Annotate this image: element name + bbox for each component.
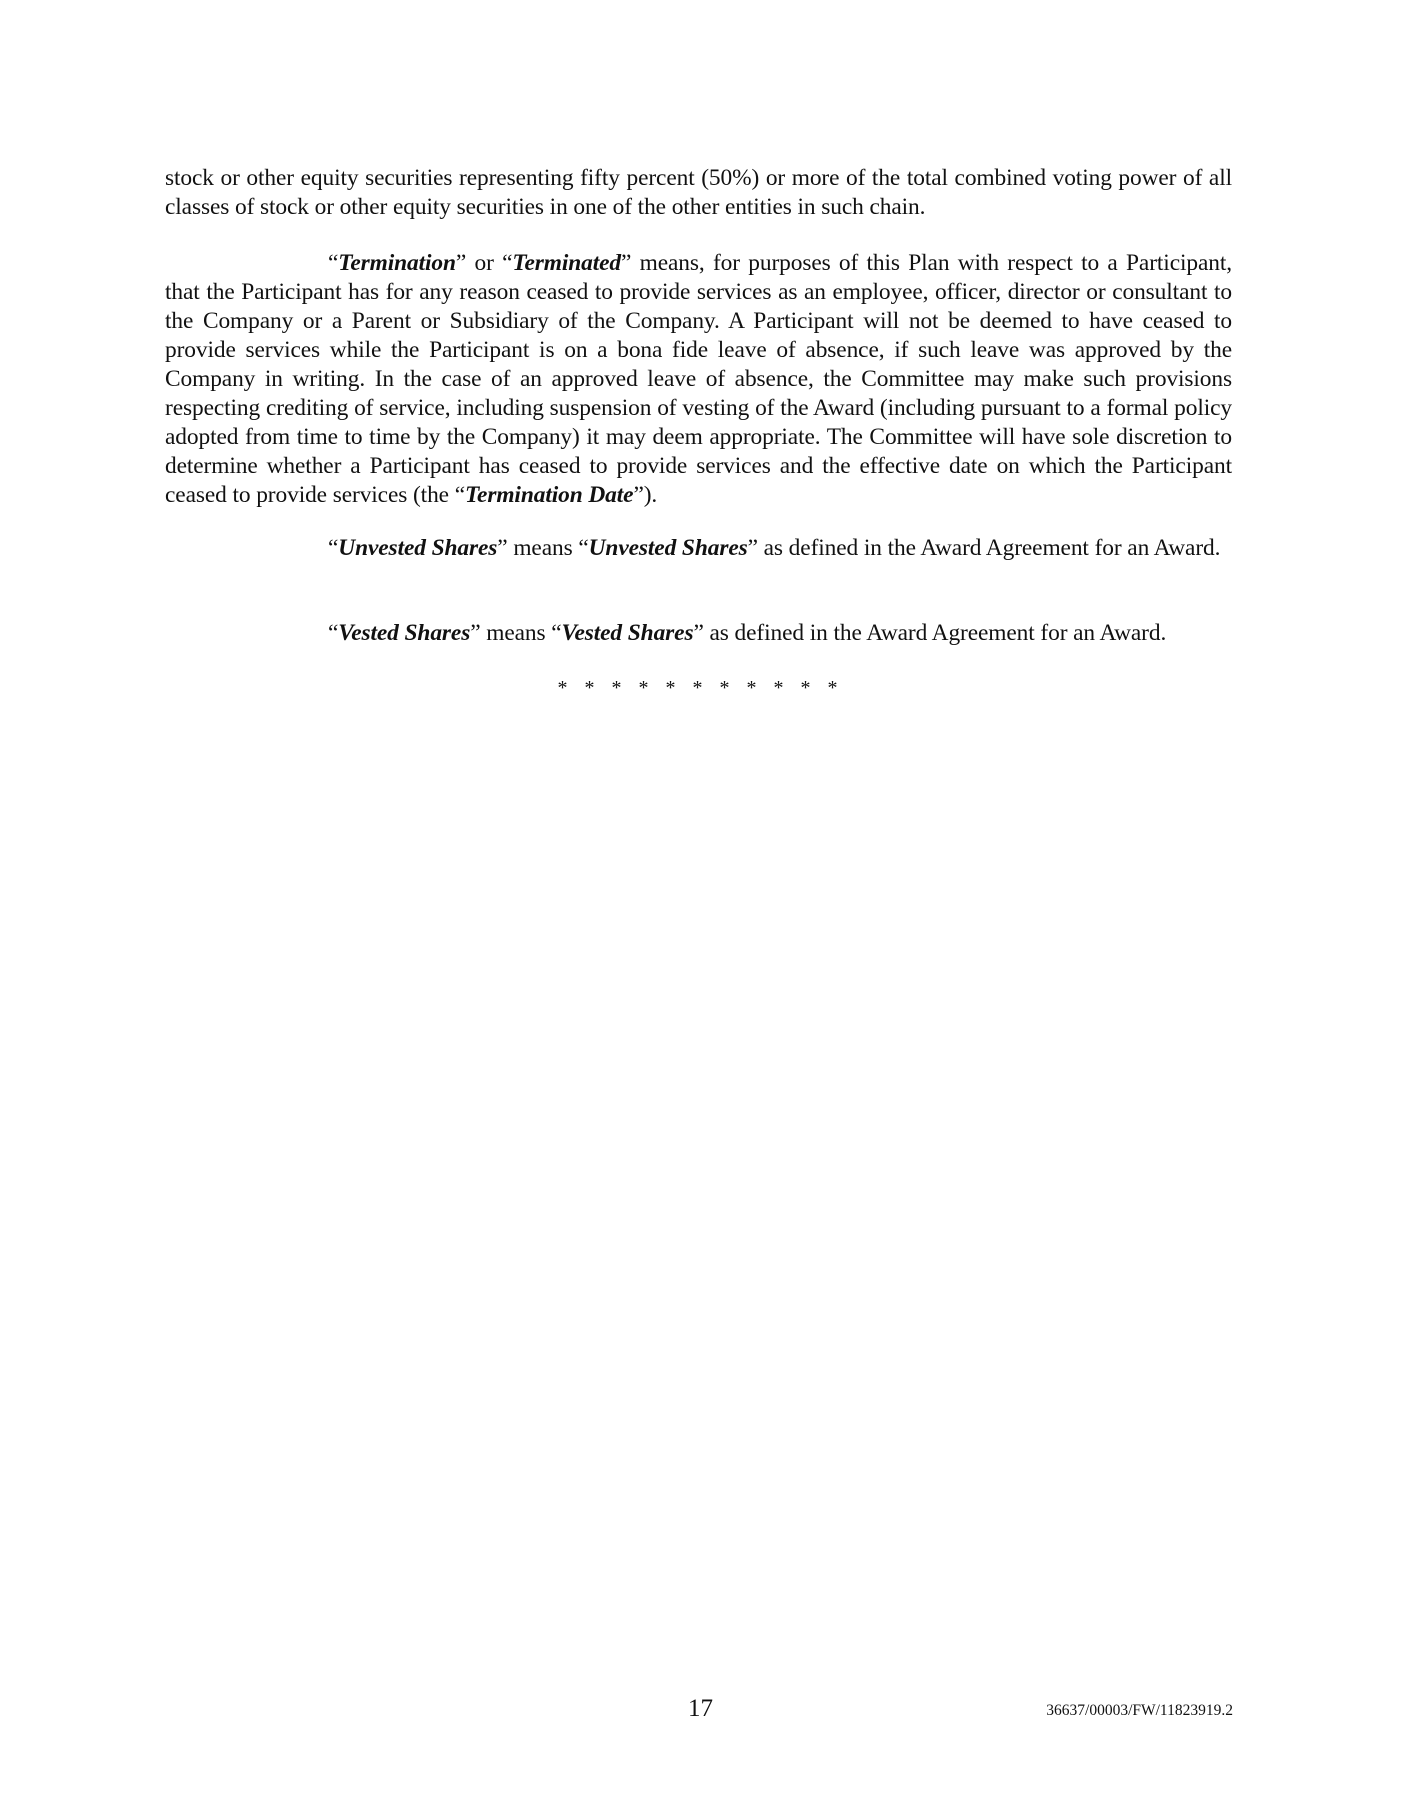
- paragraph-vested-shares-definition: [165, 619, 1232, 648]
- paragraph-unvested-shares-definition: [165, 534, 1232, 563]
- document-id: 36637/00003/FW/11823919.2: [1046, 1702, 1233, 1719]
- connector-means: ” means “: [470, 620, 562, 646]
- referenced-term-vested-shares: Vested Shares: [561, 620, 694, 646]
- open-quote: “: [328, 250, 339, 276]
- connector-or: ” or “: [455, 250, 513, 276]
- defined-term-vested-shares: Vested Shares: [338, 620, 471, 646]
- unvested-paragraph-text: [165, 534, 1232, 563]
- section-end-asterisks: * * * * * * * * * * *: [557, 677, 844, 699]
- open-quote: “: [328, 620, 339, 646]
- unvested-body-text: ” as defined in the Award Agreement for an Award.: [747, 535, 1221, 561]
- vested-body-text: ” as defined in the Award Agreement for an Award.: [693, 620, 1167, 646]
- defined-term-terminated: Terminated: [512, 250, 622, 276]
- termination-body-text: ” means, for purposes of this Plan with respect to a Participant, that the Participant has for any reason ceased to provide services as an employee, officer, director or consultant to the Company or a Parent or Subsidiary of the Company. A Participant will not be deemed to have ceased to provide services while the Participant is on a bona fide leave of absence, if such leave was approved by the Company in writing. In the case of an approved leave of absence, the Committee may make such provisions respecting crediting of service, including suspension of vesting of the Award (including pursuant to a formal policy adopted from time to time by the Company) it may deem appropriate. The Committee will have sole discretion to determine whether a Participant has ceased to provide services and the effective date on which the Participant ceased to provide services (the “: [165, 250, 1232, 508]
- paragraph-text: stock or other equity securities representing fifty percent (50%) or more of the total combined voting power of all classes of stock or other equity securities in one of the other entities in such chain.: [165, 165, 1232, 220]
- termination-closing: ”).: [633, 482, 658, 508]
- defined-term-termination-date: Termination Date: [465, 482, 634, 508]
- page-number: 17: [688, 1695, 713, 1722]
- paragraph-termination-definition: [165, 249, 1232, 510]
- paragraph-chain-definition-continuation: [165, 164, 1232, 222]
- referenced-term-unvested-shares: Unvested Shares: [588, 535, 748, 561]
- open-quote: “: [328, 535, 339, 561]
- termination-paragraph-text: [165, 249, 1232, 510]
- defined-term-termination: Termination: [338, 250, 456, 276]
- vested-paragraph-text: [165, 619, 1232, 648]
- defined-term-unvested-shares: Unvested Shares: [338, 535, 498, 561]
- connector-means: ” means “: [497, 535, 589, 561]
